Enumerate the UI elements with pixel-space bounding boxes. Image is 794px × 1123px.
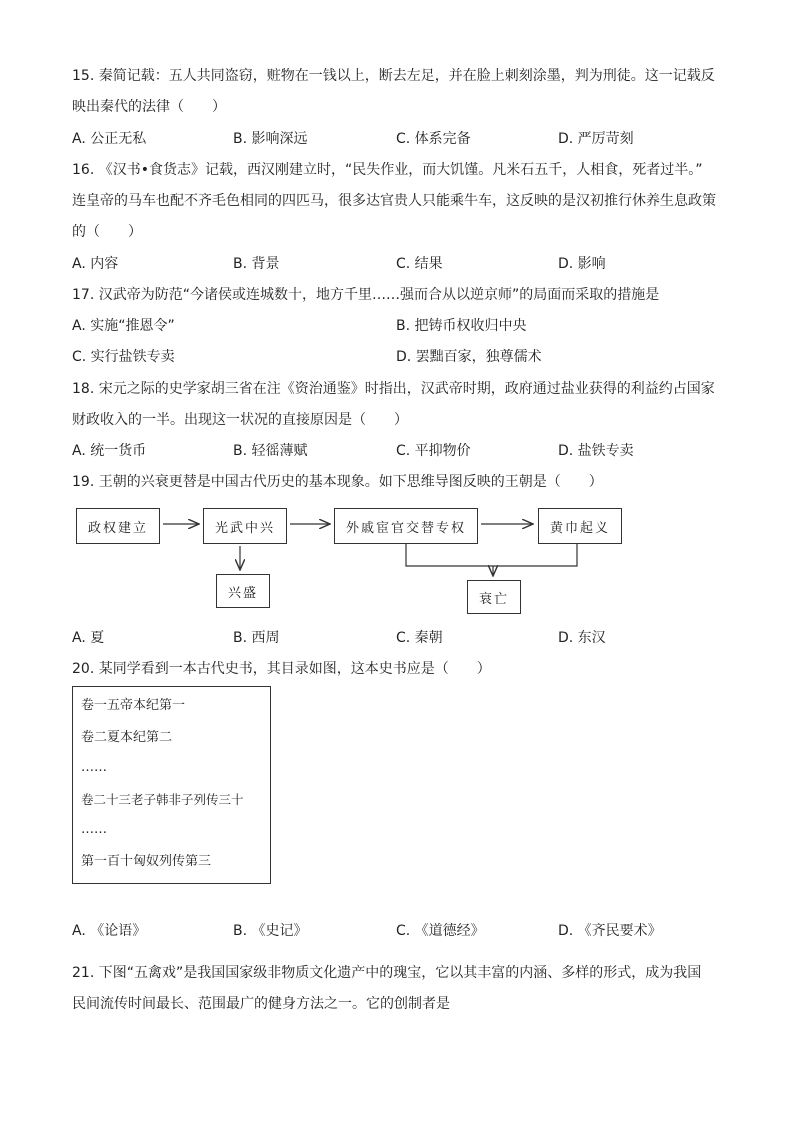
q17-option-a[interactable]: A. 实施“推恩令” [72, 318, 175, 334]
q15-stem-line1: 15. 秦简记载：五人共同盗窃，赃物在一钱以上，断去左足，并在脸上刺刻涂墨，判为刑徒。这一记载反 [72, 68, 715, 84]
q16-stem-line3: 的（ ） [72, 224, 142, 240]
toc-entry: 卷二夏本纪第二 [81, 730, 173, 745]
q18-option-d[interactable]: D. 盐铁专卖 [558, 443, 634, 459]
q17-stem-line1: 17. 汉武帝为防范“今诸侯或连城数十，地方千里……强而合从以逆京师”的局面而采取的措施是 [72, 287, 660, 303]
diagram-box-decline: 衰亡 [467, 580, 521, 614]
diagram-box-establish: 政权建立 [76, 508, 160, 544]
diagram-box-power-struggle: 外戚宦官交替专权 [334, 508, 478, 544]
q16-option-d[interactable]: D. 影响 [558, 256, 606, 272]
q19-option-c[interactable]: C. 秦朝 [396, 630, 443, 646]
q18-option-b[interactable]: B. 轻徭薄赋 [233, 443, 308, 459]
q16-option-a[interactable]: A. 内容 [72, 256, 119, 272]
q18-option-a[interactable]: A. 统一货币 [72, 443, 147, 459]
toc-entry: …… [81, 760, 107, 775]
q18-option-c[interactable]: C. 平抑物价 [396, 443, 471, 459]
toc-entry: 卷一五帝本纪第一 [81, 698, 186, 713]
q16-stem-line2: 连皇帝的马车也配不齐毛色相同的四匹马，很多达官贵人只能乘牛车，这反映的是汉初推行休养生息政策 [72, 193, 716, 209]
q20-option-a[interactable]: A. 《论语》 [72, 923, 147, 939]
q20-option-b[interactable]: B. 《史记》 [233, 923, 308, 939]
q17-option-d[interactable]: D. 罢黜百家，独尊儒术 [396, 349, 542, 365]
q18-stem-line2: 财政收入的一半。出现这一状况的直接原因是（ ） [72, 412, 408, 428]
q17-option-c[interactable]: C. 实行盐铁专卖 [72, 349, 175, 365]
q16-option-b[interactable]: B. 背景 [233, 256, 280, 272]
toc-entry: 卷二十三老子韩非子列传三十 [81, 792, 244, 807]
q21-stem-line1: 21. 下图“五禽戏”是我国国家级非物质文化遗产中的瑰宝，它以其丰富的内涵、多样的形式，成为我国 [72, 965, 702, 981]
q15-option-d[interactable]: D. 严厉苛刻 [558, 131, 634, 147]
diagram-box-guangwu-revival: 光武中兴 [203, 508, 287, 544]
toc-entry: 第一百十匈奴列传第三 [81, 854, 212, 869]
q21-stem-line2: 民间流传时间最长、范围最广的健身方法之一。它的创制者是 [72, 996, 450, 1012]
q16-stem-line1: 16. 《汉书•食货志》记载，西汉刚建立时，“民失作业，而大饥馑。凡米石五千，人相食，死者过半。” [72, 162, 703, 178]
q20-option-d[interactable]: D. 《齐民要术》 [558, 923, 662, 939]
diagram-box-yellow-turban: 黄巾起义 [538, 508, 622, 544]
book-table-of-contents [72, 686, 271, 884]
q15-option-a[interactable]: A. 公正无私 [72, 131, 147, 147]
q16-option-c[interactable]: C. 结果 [396, 256, 443, 272]
q20-stem-line1: 20. 某同学看到一本古代史书，其目录如图，这本史书应是（ ） [72, 661, 491, 677]
q15-option-c[interactable]: C. 体系完备 [396, 131, 471, 147]
q15-option-b[interactable]: B. 影响深远 [233, 131, 308, 147]
q19-option-a[interactable]: A. 夏 [72, 630, 105, 646]
q19-option-b[interactable]: B. 西周 [233, 630, 280, 646]
bracket-to-decline [406, 544, 577, 566]
q19-option-d[interactable]: D. 东汉 [558, 630, 606, 646]
diagram-box-prosper: 兴盛 [216, 574, 270, 608]
q17-option-b[interactable]: B. 把铸币权收归中央 [396, 318, 527, 334]
q19-stem-line1: 19. 王朝的兴衰更替是中国古代历史的基本现象。如下思维导图反映的王朝是（ ） [72, 474, 603, 490]
q15-stem-line2: 映出秦代的法律（ ） [72, 99, 226, 115]
toc-entry: …… [81, 822, 107, 837]
q20-option-c[interactable]: C. 《道德经》 [396, 923, 485, 939]
q18-stem-line1: 18. 宋元之际的史学家胡三省在注《资治通鉴》时指出，汉武帝时期，政府通过盐业获得的利益约占国家 [72, 381, 715, 397]
